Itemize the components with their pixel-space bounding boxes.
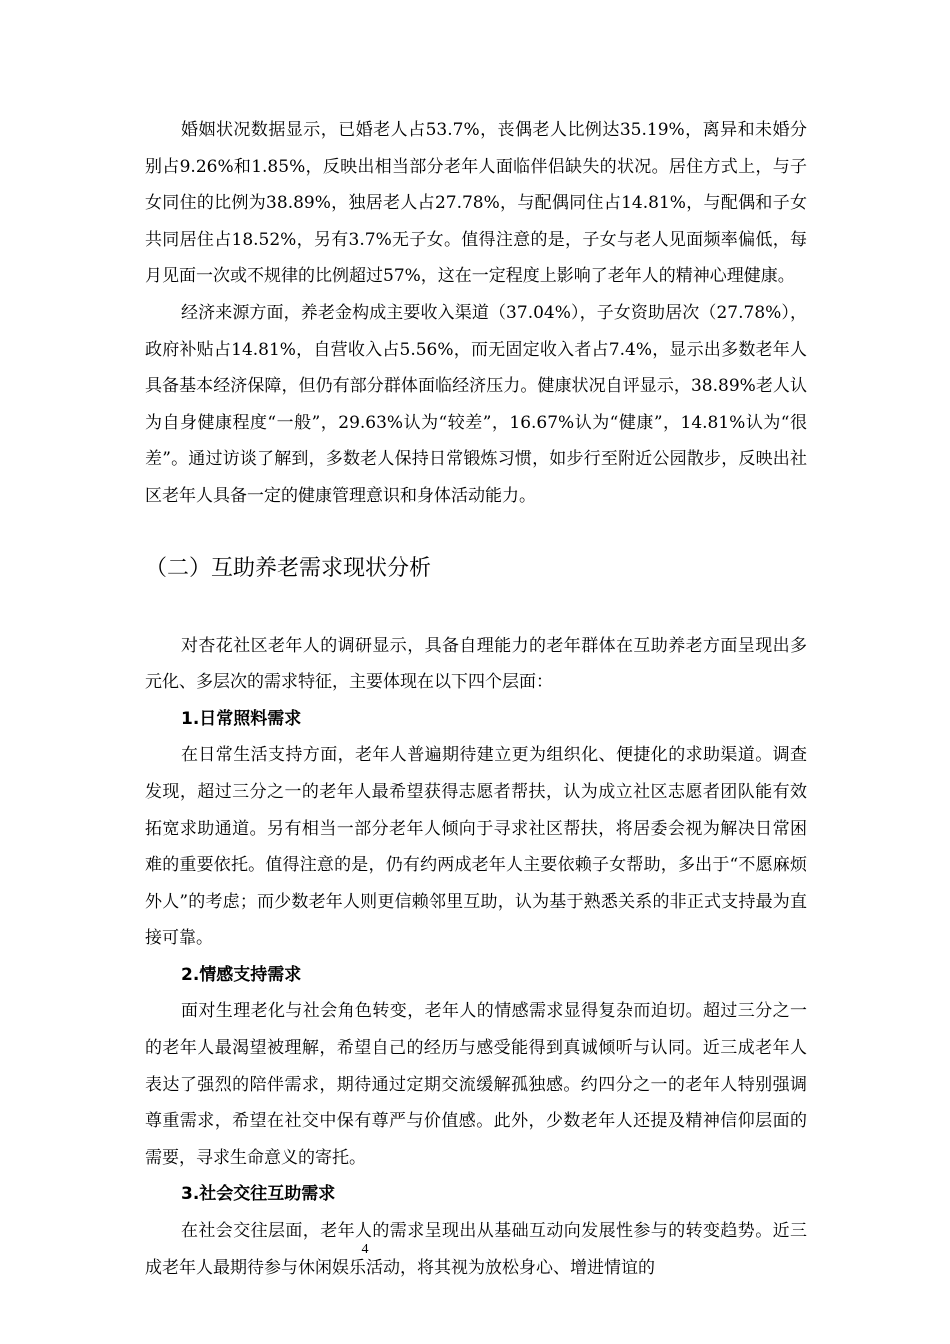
subsection-heading-social-interaction: 3.社会交往互助需求: [181, 1184, 336, 1205]
paragraph-social-interaction: 在社会交往层面，老年人的需求呈现出从基础互动向发展性参与的转变趋势。近三成老年人最期待参与休闲娱乐活动，将其视为放松身心、增进情谊的: [145, 1221, 807, 1278]
section-intro: 对杏花社区老年人的调研显示，具备自理能力的老年群体在互助养老方面呈现出多元化、多层次的需求特征，主要体现在以下四个层面：: [145, 635, 807, 693]
paragraph-emotional-support: 面对生理老化与社会角色转变，老年人的情感需求显得复杂而迫切。超过三分之一的老年人最渴望被理解，希望自己的经历与感受能得到真诚倾听与认同。近三成老年人表达了强烈的陪伴需求，期待通过定期交流缓解孤独感。约四分之一的老年人特别强调尊重需求，希望在社交中保有尊严与价值感。此外，少数老年人还提及精神信仰层面的需要，寻求生命意义的寄托。: [145, 1001, 807, 1168]
subsection-heading-emotional-support: 2.情感支持需求: [181, 964, 302, 985]
page-number: 4: [361, 1242, 369, 1257]
paragraph-economic-health: 经济来源方面，养老金构成主要收入渠道（37.04%），子女资助居次（27.78%），政府补贴占14.81%，自营收入占5.56%，而无固定收入者占7.4%，显示出多数老年人具备基本经济保障，但仍有部分群体面临经济压力。健康状况自评显示，38.89%老人认为自身健康程度“一般”，29.63%认为“较差”，16.67%认为“健康”，14.81%认为“很差”。通过访谈了解到，多数老人保持日常锻炼习惯，如步行至附近公园散步，反映出社区老年人具备一定的健康管理意识和身体活动能力。: [145, 302, 807, 506]
paragraph-marital-status: 婚姻状况数据显示，已婚老人占53.7%，丧偶老人比例达35.19%，离异和未婚分别占9.26%和1.85%，反映出相当部分老年人面临伴侣缺失的状况。居住方式上，与子女同住的比例为38.89%，独居老人占27.78%，与配偶同住占14.81%，与配偶和子女共同居住占18.52%，另有3.7%无子女。值得注意的是，子女与老人见面频率偏低，每月见面一次或不规律的比例超过57%，这在一定程度上影响了老年人的精神心理健康。: [145, 120, 807, 287]
paragraph-daily-care: 在日常生活支持方面，老年人普遍期待建立更为组织化、便捷化的求助渠道。调查发现，超过三分之一的老年人最希望获得志愿者帮扶，认为成立社区志愿者团队能有效拓宽求助通道。另有相当一部分老年人倾向于寻求社区帮扶，将居委会视为解决日常困难的重要依托。值得注意的是，仍有约两成老年人主要依赖子女帮助，多出于“不愿麻烦外人”的考虑；而少数老年人则更信赖邻里互助，认为基于熟悉关系的非正式支持最为直接可靠。: [145, 745, 807, 949]
document-page: [145, 112, 807, 1286]
section-heading: （二）互助养老需求现状分析: [145, 555, 432, 581]
subsection-heading-daily-care: 1.日常照料需求: [181, 708, 302, 729]
